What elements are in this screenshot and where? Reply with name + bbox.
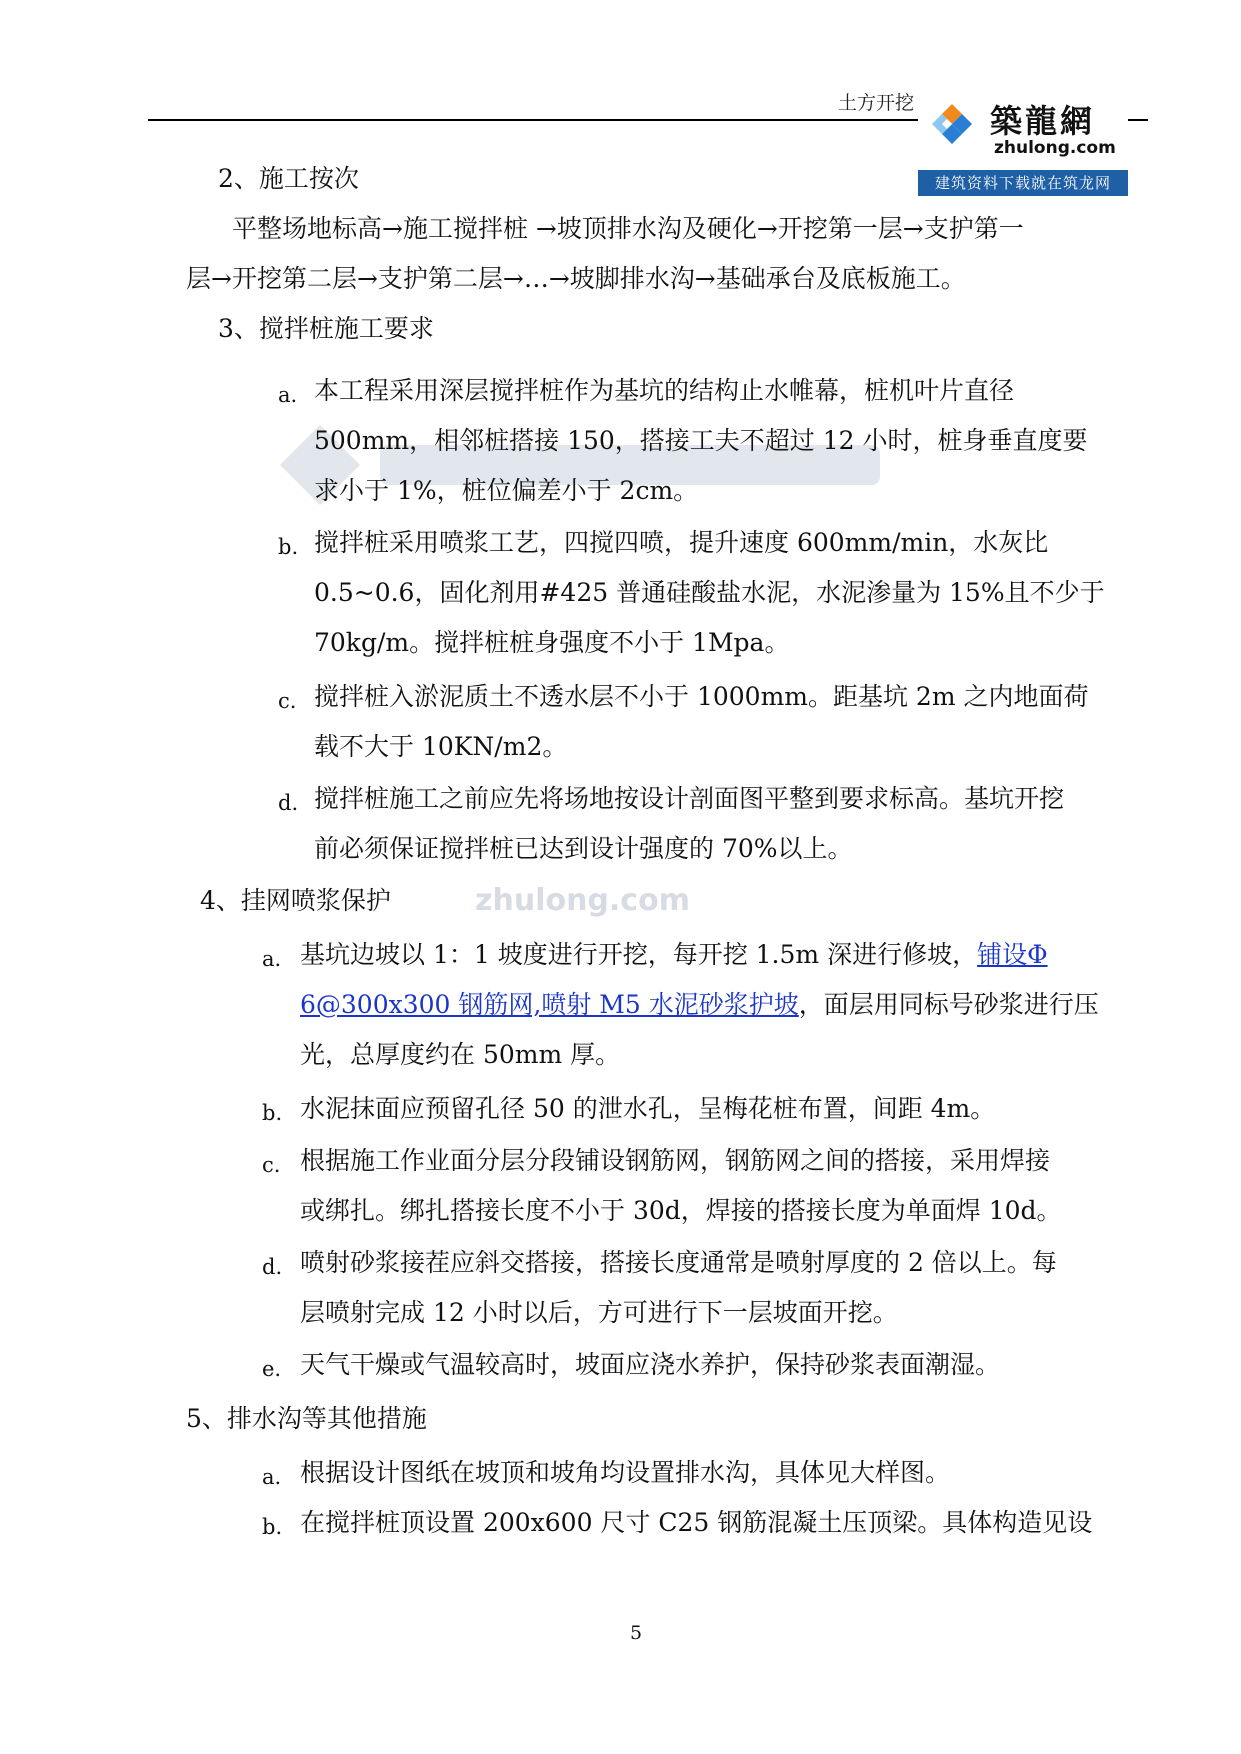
s3-d-label: d. (278, 791, 299, 815)
logo-chinese-name: 築龍網 (990, 102, 1096, 140)
s3-b-label: b. (278, 535, 299, 559)
section-2-line-1: 平整场地标高→施工搅拌桩 →坡顶排水沟及硬化→开挖第一层→支护第一 (232, 214, 1024, 243)
s3-b-line-2: 0.5~0.6，固化剂用#425 普通硅酸盐水泥，水泥渗量为 15%且不少于 (314, 578, 1105, 607)
s3-b-line-3: 70kg/m。搅拌桩桩身强度不小于 1Mpa。 (314, 628, 790, 657)
s5-b-label: b. (262, 1515, 283, 1539)
s3-c-label: c. (278, 689, 297, 713)
s3-a-line-2: 500mm，相邻桩搭接 150，搭接工夫不超过 12 小时，桩身垂直度要 (314, 426, 1088, 455)
s3-a-line-3: 求小于 1%，桩位偏差小于 2cm。 (314, 476, 699, 505)
s4-e-label: e. (262, 1357, 282, 1381)
s5-a-line-1: 根据设计图纸在坡顶和坡角均设置排水沟，具体见大样图。 (300, 1458, 951, 1487)
s4-b-label: b. (262, 1101, 283, 1125)
zhulong-logo (918, 92, 1128, 196)
s4-d-line-1: 喷射砂浆接茬应斜交搭接，搭接长度通常是喷射厚度的 2 倍以上。每 (300, 1248, 1057, 1277)
section-2-heading: 2、施工按次 (218, 164, 359, 193)
s4-c-line-2: 或绑扎。绑扎搭接长度不小于 30d，焊接的搭接长度为单面焊 10d。 (300, 1196, 1062, 1225)
section-2-line-2: 层→开挖第二层→支护第二层→…→坡脚排水沟→基础承台及底板施工。 (186, 264, 966, 293)
s5-b-line-1: 在搅拌桩顶设置 200x600 尺寸 C25 钢筋混凝土压顶梁。具体构造见设 (300, 1508, 1093, 1537)
s4-a-line-3: 光，总厚度约在 50mm 厚。 (300, 1040, 621, 1069)
section-5-heading: 5、排水沟等其他措施 (186, 1404, 427, 1433)
s4-d-line-2: 层喷射完成 12 小时以后，方可进行下一层坡面开挖。 (300, 1298, 898, 1327)
page-number: 5 (630, 1622, 643, 1644)
s4-d-label: d. (262, 1255, 283, 1279)
s4-b-line-1: 水泥抹面应预留孔径 50 的泄水孔，呈梅花桩布置，间距 4m。 (300, 1094, 996, 1123)
s4-e-line-1: 天气干燥或气温较高时，坡面应浇水养护，保持砂浆表面潮湿。 (300, 1350, 1001, 1379)
logo-domain: zhulong.com (994, 138, 1116, 158)
section-3-heading: 3、搅拌桩施工要求 (218, 314, 434, 343)
logo-slogan: 建筑资料下载就在筑龙网 (918, 170, 1128, 196)
section-4-heading: 4、挂网喷浆保护 (200, 886, 391, 915)
s3-c-line-1: 搅拌桩入淤泥质土不透水层不小于 1000mm。距基坑 2m 之内地面荷 (314, 682, 1089, 711)
s4-a-line-1-text: 基坑边坡以 1：1 坡度进行开挖，每开挖 1.5m 深进行修坡， (300, 940, 978, 969)
s4-a-mesh-link-part-2[interactable]: 6@300x300 钢筋网,喷射 M5 水泥砂浆护坡 (300, 990, 799, 1019)
s4-c-label: c. (262, 1153, 281, 1177)
s3-d-line-2: 前必须保证搅拌桩已达到设计强度的 70%以上。 (314, 834, 853, 863)
watermark-text: zhulong.com (475, 883, 690, 918)
s4-a-label: a. (262, 947, 282, 971)
logo-diamond-icon (930, 102, 974, 146)
s4-c-line-1: 根据施工作业面分层分段铺设钢筋网，钢筋网之间的搭接，采用焊接 (300, 1146, 1051, 1175)
s3-a-line-1: 本工程采用深层搅拌桩作为基坑的结构止水帷幕，桩机叶片直径 (314, 376, 1015, 405)
logo-top (918, 92, 1128, 166)
s3-b-line-1: 搅拌桩采用喷浆工艺，四搅四喷，提升速度 600mm/min，水灰比 (314, 528, 1049, 557)
s3-a-label: a. (278, 383, 298, 407)
s5-a-label: a. (262, 1465, 282, 1489)
s4-a-line-1 (300, 940, 1048, 970)
s3-c-line-2: 载不大于 10KN/m2。 (314, 732, 568, 761)
s4-a-mesh-link-part-1[interactable]: 铺设Φ (977, 940, 1048, 969)
running-header: 土方开挖 (838, 92, 915, 114)
s4-a-line-2 (300, 990, 1099, 1020)
s3-d-line-1: 搅拌桩施工之前应先将场地按设计剖面图平整到要求标高。基坑开挖 (314, 784, 1065, 813)
s4-a-line-2-text: ，面层用同标号砂浆进行压 (798, 990, 1099, 1019)
